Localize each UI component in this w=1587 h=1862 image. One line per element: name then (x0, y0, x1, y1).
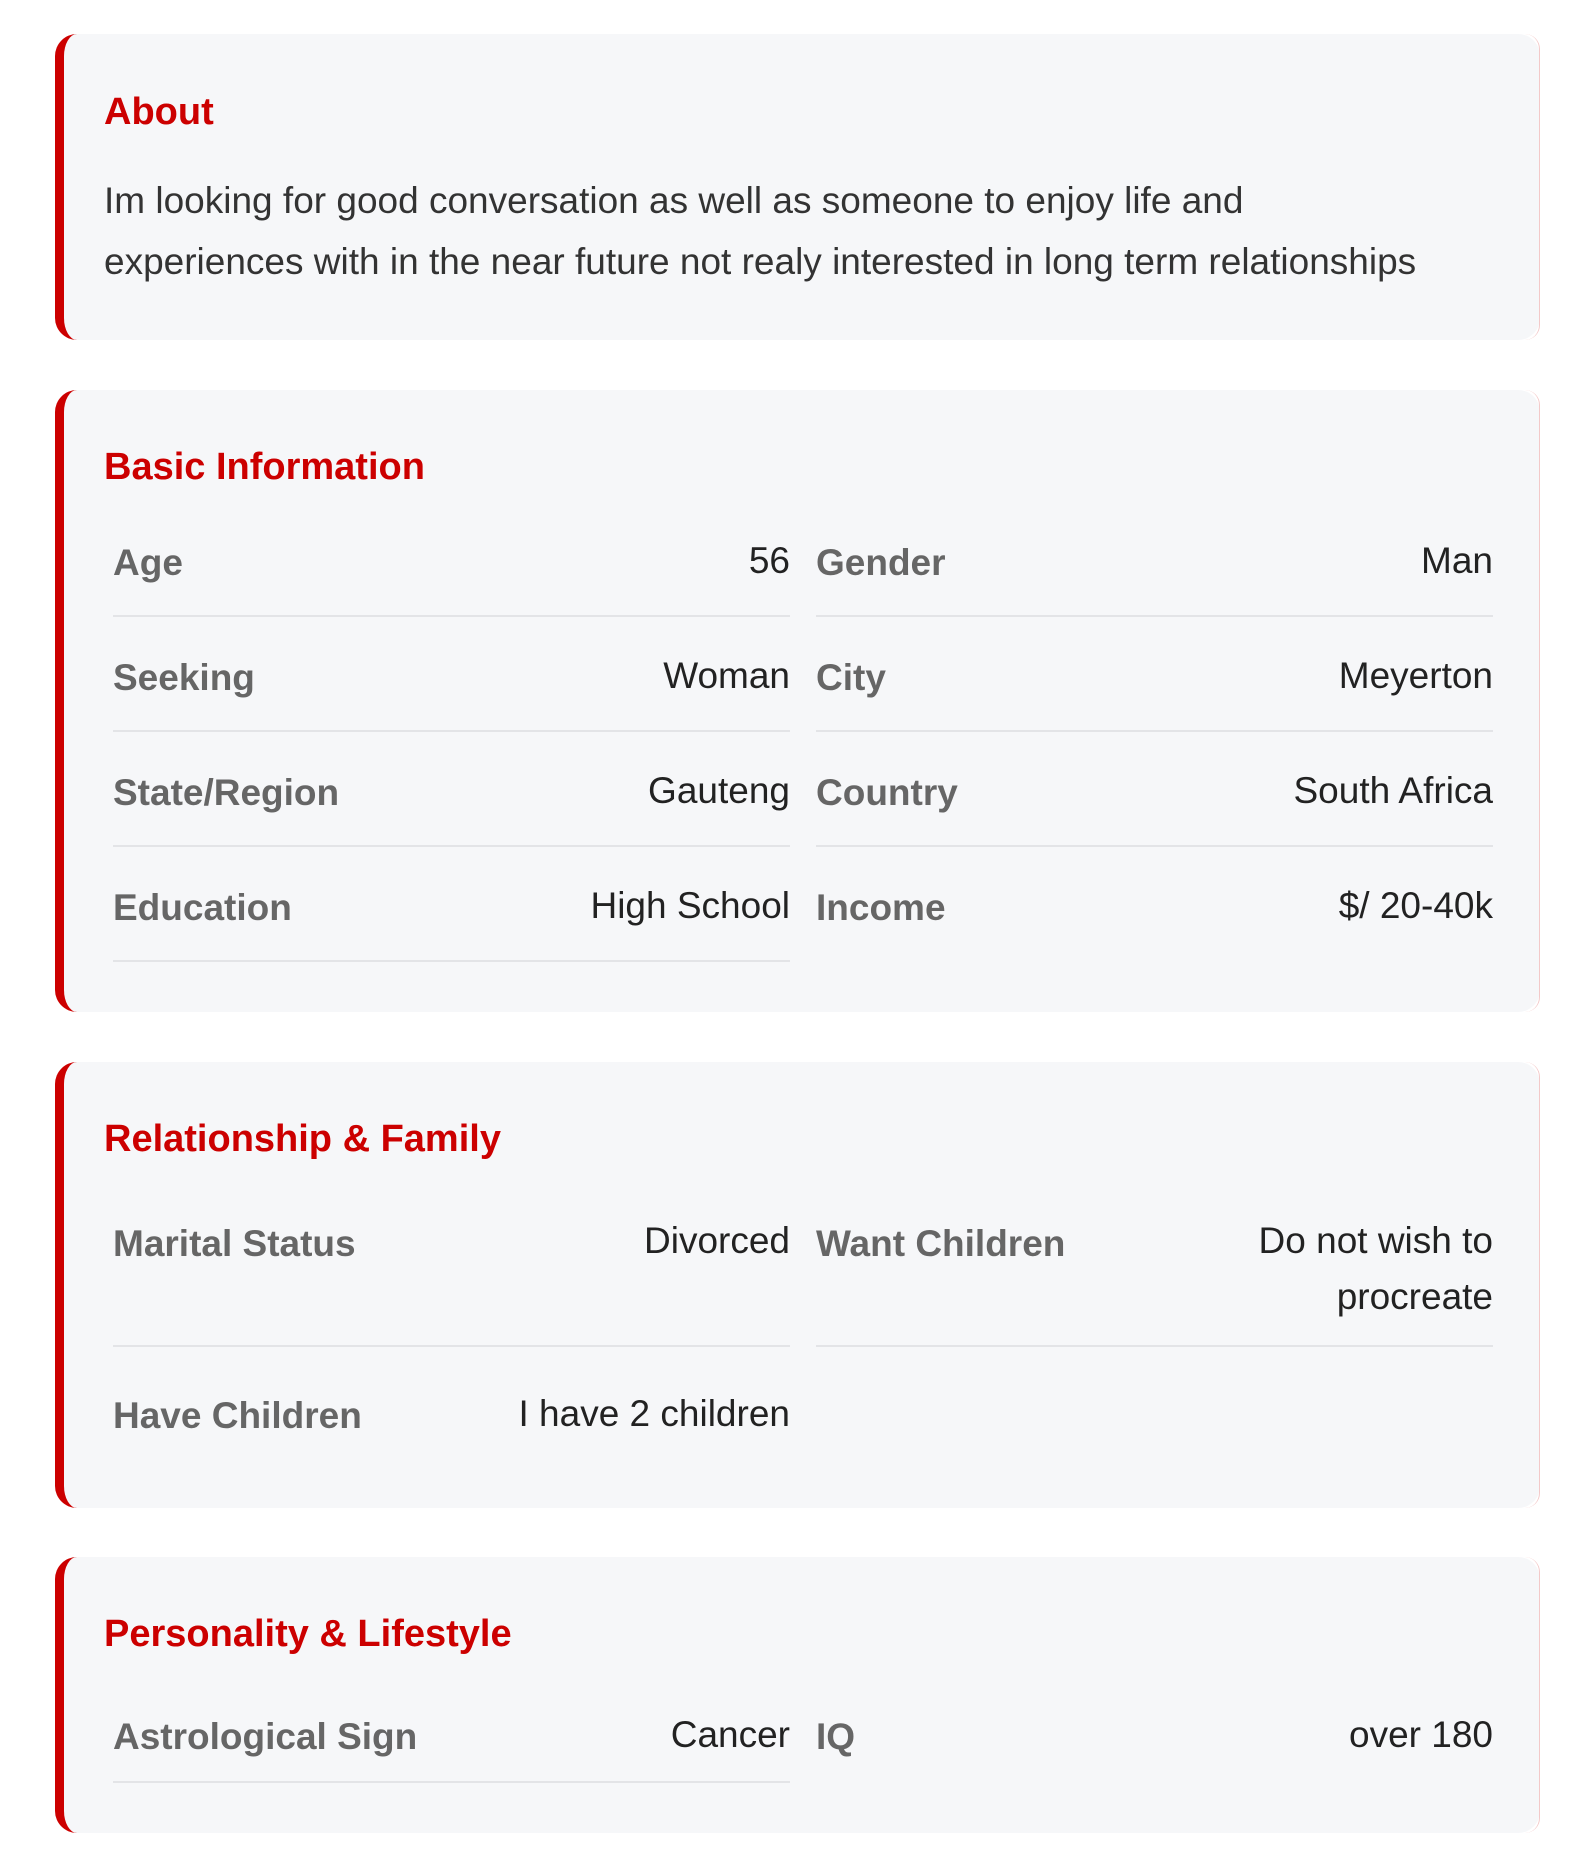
row-value: Gauteng (648, 770, 790, 811)
row-value: South Africa (1293, 770, 1493, 811)
info-row-income (816, 887, 1493, 962)
personality-card (55, 1557, 1540, 1833)
personality-title: Personality & Lifestyle (104, 1613, 512, 1655)
row-label: Have Children (113, 1395, 362, 1436)
row-value: Man (1421, 540, 1493, 581)
relationship-title: Relationship & Family (104, 1118, 501, 1160)
info-row-want-children (816, 1213, 1493, 1347)
row-value-line-1: Do not wish to (1258, 1220, 1493, 1261)
info-row-age (113, 542, 790, 617)
row-value-line-2: procreate (1336, 1276, 1493, 1317)
about-text-line-1: Im looking for good conversation as well as someone to enjoy life and (104, 180, 1244, 221)
info-row-gender (816, 542, 1493, 617)
info-row-education (113, 887, 790, 962)
row-label: Country (816, 772, 958, 813)
row-value: I have 2 children (518, 1393, 790, 1434)
about-text-line-2: experiences with in the near future not realy interested in long term relationships (104, 241, 1417, 282)
row-label: City (816, 657, 886, 698)
row-value: Meyerton (1338, 655, 1493, 696)
row-label: Income (816, 887, 946, 928)
info-row-city (816, 657, 1493, 732)
row-value: over 180 (1349, 1714, 1493, 1755)
row-value: 56 (748, 540, 790, 581)
row-value: Divorced (644, 1220, 790, 1261)
row-label: Age (113, 542, 183, 583)
info-row-astrological-sign (113, 1716, 790, 1783)
info-row-country (816, 772, 1493, 847)
info-row-iq (816, 1716, 1493, 1783)
row-label: Want Children (816, 1223, 1066, 1264)
about-title: About (104, 91, 214, 133)
row-value: Cancer (670, 1714, 790, 1755)
about-text (104, 170, 1484, 292)
info-row-marital-status (113, 1213, 790, 1347)
info-row-state (113, 772, 790, 847)
row-label: Astrological Sign (113, 1716, 418, 1757)
row-label: Seeking (113, 657, 255, 698)
row-label: Education (113, 887, 292, 928)
row-value: $/ 20-40k (1338, 885, 1493, 926)
row-value: High School (590, 885, 790, 926)
info-row-have-children (113, 1395, 790, 1455)
row-label: Marital Status (113, 1223, 356, 1264)
row-label: State/Region (113, 772, 340, 813)
info-row-seeking (113, 657, 790, 732)
row-label: Gender (816, 542, 946, 583)
row-value (1259, 1213, 1493, 1325)
row-value: Woman (663, 655, 790, 696)
row-label: IQ (816, 1716, 856, 1757)
basic-info-title: Basic Information (104, 446, 425, 488)
